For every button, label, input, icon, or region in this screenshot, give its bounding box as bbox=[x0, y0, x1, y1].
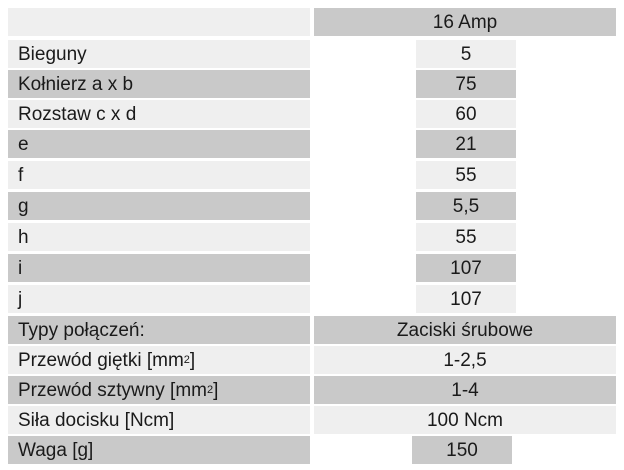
row-label-clamping-torque: Siła docisku [Ncm] bbox=[8, 406, 310, 434]
row-label-e: e bbox=[8, 130, 310, 158]
row-value-f: 55 bbox=[416, 161, 516, 189]
row-value-weight: 150 bbox=[412, 436, 512, 464]
row-label-i: i bbox=[8, 254, 310, 282]
row-value-connection-types: Zaciski śrubowe bbox=[314, 316, 616, 344]
row-label-h: h bbox=[8, 223, 310, 251]
row-label-spacing: Rozstaw c x d bbox=[8, 100, 310, 128]
header-value-cell bbox=[314, 8, 616, 36]
row-value-e: 21 bbox=[416, 130, 516, 158]
row-label-connection-types: Typy połączeń: bbox=[8, 316, 310, 344]
row-label-g: g bbox=[8, 192, 310, 220]
row-label-rigid-wire: Przewód sztywny [mm 2 ] bbox=[8, 376, 310, 404]
row-value-i: 107 bbox=[416, 254, 516, 282]
row-value-flange: 75 bbox=[416, 70, 516, 98]
row-label-flexible-wire: Przewód giętki [mm 2 ] bbox=[8, 346, 310, 374]
row-value-clamping-torque: 100 Ncm bbox=[314, 406, 616, 434]
header-value: 16 Amp bbox=[432, 11, 498, 33]
row-label-j: j bbox=[8, 285, 310, 313]
row-value-j: 107 bbox=[416, 285, 516, 313]
row-value-g: 5,5 bbox=[416, 192, 516, 220]
row-value-spacing: 60 bbox=[416, 100, 516, 128]
row-value-flexible-wire: 1-2,5 bbox=[314, 346, 616, 374]
row-value-h: 55 bbox=[416, 223, 516, 251]
row-value-poles: 5 bbox=[416, 40, 516, 68]
header-label-cell bbox=[8, 8, 310, 36]
row-label-poles: Bieguny bbox=[8, 40, 310, 68]
row-label-flange: Kołnierz a x b bbox=[8, 70, 310, 98]
row-label-f: f bbox=[8, 161, 310, 189]
row-label-weight: Waga [g] bbox=[8, 436, 310, 464]
row-value-rigid-wire: 1-4 bbox=[314, 376, 616, 404]
